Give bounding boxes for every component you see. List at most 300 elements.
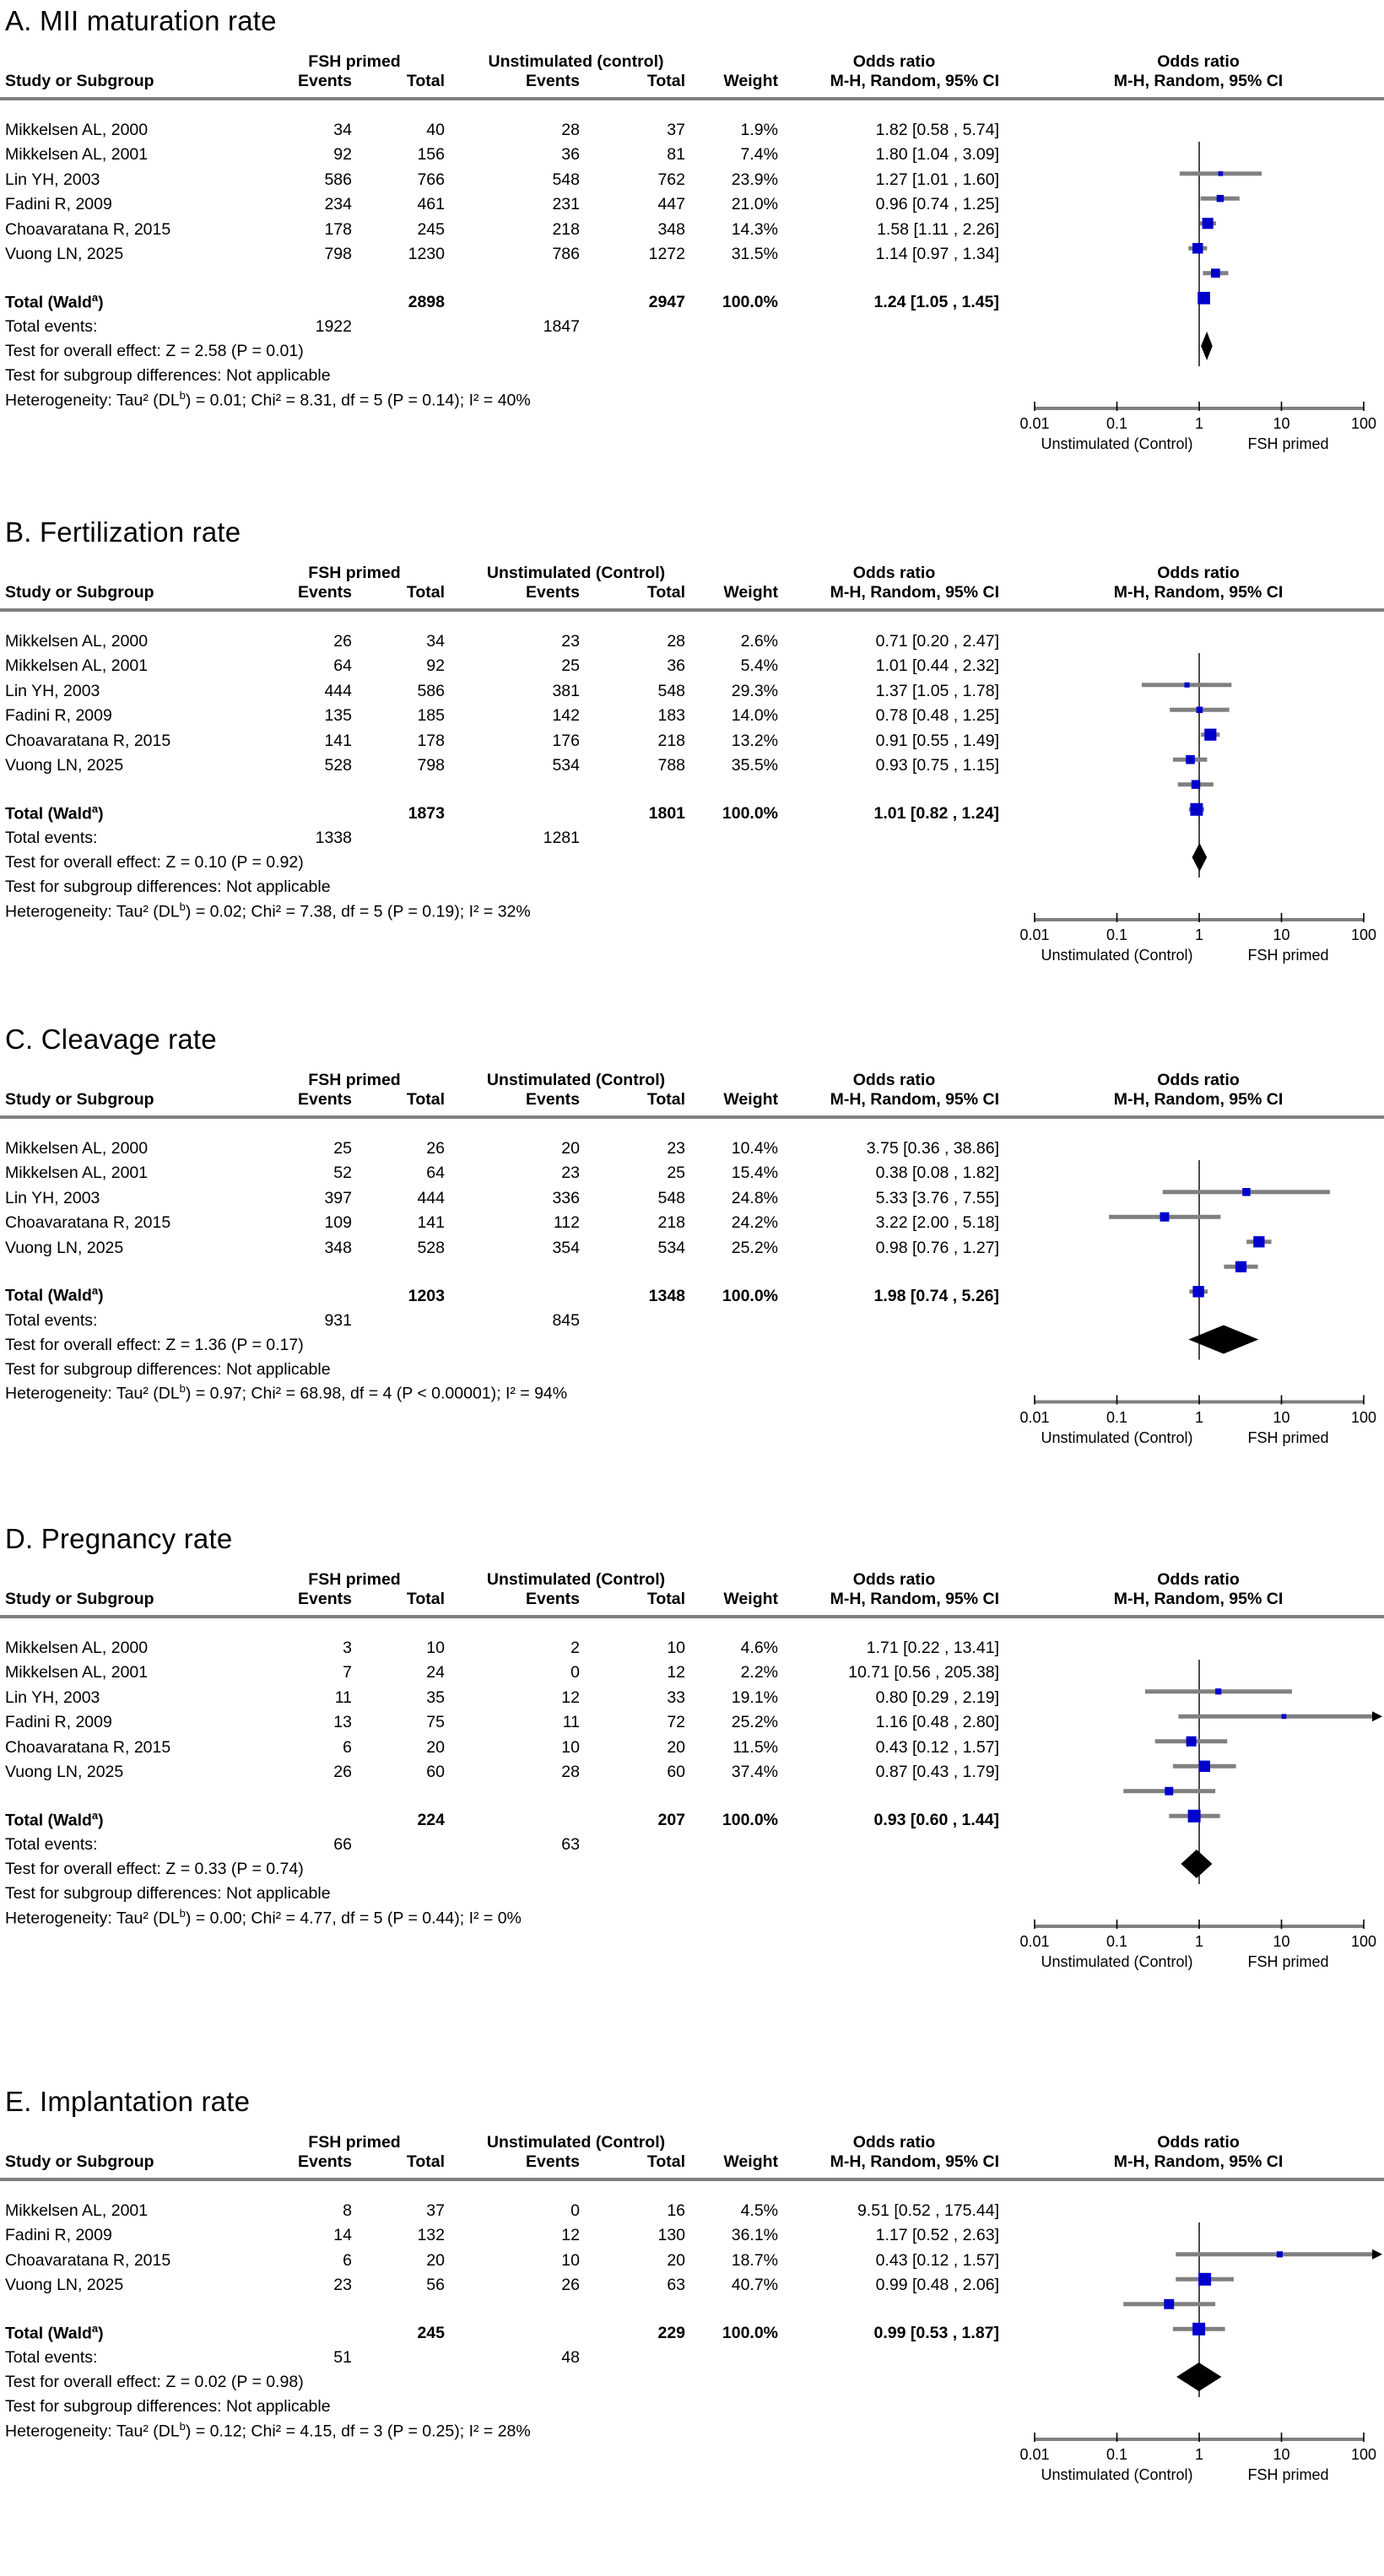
heterogeneity-pre: Heterogeneity: Tau² (DL: [5, 391, 180, 409]
table-row: [0, 751, 1384, 776]
col-ci: M-H, Random, 95% CI: [830, 72, 999, 90]
study-name: Vuong LN, 2025: [5, 756, 124, 775]
overall-effect-row: [0, 1855, 1384, 1879]
odds-ratio-ci: 0.93 [0.75 , 1.15]: [875, 756, 1000, 775]
heterogeneity-row: [0, 1380, 1384, 1404]
study-name: Mikkelsen AL, 2001: [5, 2201, 149, 2220]
treat-events: 3: [343, 1638, 352, 1657]
control-total: 28: [667, 631, 686, 651]
total-row: [0, 797, 1384, 824]
total-wald-close: ): [98, 1811, 104, 1829]
col-treat-total: Total: [406, 72, 445, 90]
total-events-treat: 931: [324, 1310, 352, 1330]
total-control-n: 207: [657, 1811, 686, 1829]
col-ci-plot: M-H, Random, 95% CI: [1113, 2152, 1284, 2171]
study-name: Mikkelsen AL, 2000: [5, 120, 149, 139]
odds-ratio-ci: 1.16 [0.48 , 2.80]: [875, 1713, 1000, 1731]
treat-events: 178: [324, 219, 352, 239]
table-group-header-row: [0, 1570, 1384, 1590]
weight: 11.5%: [733, 1737, 779, 1757]
heterogeneity-pre: Heterogeneity: Tau² (DL: [5, 902, 180, 921]
odds-ratio-ci: 3.22 [2.00 , 5.18]: [875, 1213, 1000, 1232]
subgroup-row: [0, 361, 1384, 386]
odds-ratio-ci: 1.01 [0.44 , 2.32]: [875, 656, 1000, 675]
total-wald-superscript: a: [91, 1808, 99, 1822]
col-treat-total: Total: [406, 583, 445, 602]
control-total: 447: [657, 195, 685, 213]
forest-cell: [1013, 1208, 1384, 1234]
odds-ratio-ci: 0.43 [0.12 , 1.57]: [875, 1737, 1000, 1757]
total-control-n: 2947: [648, 293, 685, 311]
col-ci-plot: M-H, Random, 95% CI: [1113, 72, 1284, 90]
treat-events: 6: [343, 1737, 352, 1757]
total-treat-n: 1873: [408, 804, 445, 823]
total-label: [0, 2317, 253, 2343]
weight: 2.6%: [740, 631, 779, 651]
weight: 7.4%: [740, 145, 778, 164]
col-treat-total: Total: [406, 2152, 445, 2171]
col-treat-events: Events: [298, 1090, 352, 1109]
group-header-control: Unstimulated (Control): [486, 2133, 666, 2152]
axis-tick: 0.01: [1019, 926, 1050, 943]
panel-title: E. Implantation rate: [5, 2086, 251, 2117]
control-total: 23: [667, 1138, 686, 1158]
group-header-odds-ratio-plot: Odds ratio: [1157, 564, 1240, 582]
weight: 25.2%: [731, 1713, 779, 1731]
odds-ratio-ci: 0.80 [0.29 , 2.19]: [875, 1688, 1000, 1707]
forest-cell: [1013, 1732, 1384, 1758]
control-events: 11: [562, 1713, 580, 1731]
total-events-row: [0, 312, 1384, 337]
study-name: Vuong LN, 2025: [5, 1763, 124, 1781]
control-total: 20: [667, 1737, 686, 1757]
heterogeneity-superscript: b: [179, 388, 186, 402]
table-row: [0, 676, 1384, 701]
forest-cell: [1013, 1183, 1384, 1208]
control-total: 20: [667, 2250, 686, 2270]
forest-cell: [1013, 701, 1384, 726]
col-ci: M-H, Random, 95% CI: [830, 2152, 1000, 2171]
subgroup-text: Test for subgroup differences: Not applicable: [5, 878, 331, 896]
forest-axis-labels: [1011, 2446, 1384, 2488]
heterogeneity-text: [0, 1904, 1013, 1928]
table-column-header-row: [0, 2152, 1384, 2172]
treat-total: 766: [417, 170, 445, 189]
heterogeneity-row: [0, 386, 1384, 410]
study-name: Mikkelsen AL, 2001: [5, 1663, 149, 1682]
col-control-total: Total: [646, 72, 685, 90]
axis-tick: 10: [1273, 2446, 1290, 2463]
forest-cell: [1013, 626, 1384, 651]
axis-label-right: FSH primed: [1247, 435, 1329, 452]
subgroup-text: Test for subgroup differences: Not applicable: [5, 1884, 331, 1903]
control-events: 0: [570, 1663, 580, 1682]
table-row: [0, 1183, 1384, 1208]
control-total: 36: [667, 656, 686, 675]
overall-effect-row: [0, 848, 1384, 872]
control-total: 548: [657, 681, 686, 700]
control-events: 231: [552, 195, 580, 213]
col-control-events: Events: [526, 2152, 580, 2171]
table-column-header-row: [0, 583, 1384, 602]
control-events: 36: [561, 145, 580, 164]
axis-tick-row: [1011, 1409, 1384, 1429]
table-row: [0, 1158, 1384, 1184]
total-control-n: 1801: [648, 804, 686, 823]
heterogeneity-pre: Heterogeneity: Tau² (DL: [5, 2422, 180, 2440]
control-events: 354: [552, 1238, 580, 1257]
table-group-header-row: [0, 2133, 1384, 2152]
col-study: Study or Subgroup: [5, 72, 154, 90]
header-rule: [0, 602, 1384, 612]
col-control-total: Total: [646, 2152, 686, 2171]
total-events-treat: 1338: [315, 829, 352, 847]
total-events-label: Total events:: [5, 317, 98, 336]
weight: 14.3%: [731, 219, 778, 239]
meta-analysis-table: [0, 1071, 1384, 1404]
heterogeneity-row: [0, 897, 1384, 921]
axis-tick: 100: [1350, 415, 1377, 432]
col-study: Study or Subgroup: [5, 1590, 154, 1608]
col-treat-events: Events: [298, 583, 352, 602]
forest-cell: [1013, 214, 1384, 240]
study-name: Lin YH, 2003: [5, 1188, 100, 1207]
col-control-total: Total: [646, 1590, 686, 1608]
col-treat-events: Events: [298, 1590, 352, 1608]
spacer: [0, 1258, 1384, 1280]
axis-label-right: FSH primed: [1247, 2466, 1329, 2483]
odds-ratio-ci: 1.37 [1.05 , 1.78]: [875, 681, 1000, 700]
control-events: 218: [552, 219, 580, 239]
axis-tick: 0.01: [1019, 1408, 1050, 1426]
control-total: 63: [667, 2276, 686, 2294]
forest-cell: [1013, 2195, 1384, 2221]
odds-ratio-ci: 10.71 [0.56 , 205.38]: [848, 1663, 1000, 1682]
panel-c: [0, 1023, 1384, 1446]
treat-events: 528: [324, 756, 352, 775]
col-control-total: Total: [646, 583, 686, 602]
study-name: Lin YH, 2003: [5, 681, 100, 700]
total-events-row: [0, 1306, 1384, 1331]
total-wald-close: ): [98, 1286, 104, 1305]
total-wald-superscript: a: [91, 290, 99, 304]
axis-group-labels: [1011, 1953, 1384, 1975]
treat-events: 135: [324, 706, 352, 725]
table-row: [0, 1208, 1384, 1234]
control-total: 218: [657, 1213, 686, 1232]
axis-tick: 10: [1273, 415, 1290, 432]
group-header-odds-ratio-plot: Odds ratio: [1157, 2133, 1240, 2152]
control-events: 534: [552, 756, 580, 775]
study-name: Vuong LN, 2025: [5, 245, 124, 263]
weight: 19.1%: [731, 1688, 779, 1707]
odds-ratio-ci: 9.51 [0.52 , 175.44]: [857, 2201, 1000, 2220]
subgroup-text: Test for subgroup differences: Not applicable: [5, 366, 331, 385]
group-header-odds-ratio-plot: Odds ratio: [1157, 1071, 1240, 1089]
col-control-events: Events: [526, 583, 580, 602]
forest-cell: [1013, 2245, 1384, 2271]
treat-total: 444: [417, 1188, 445, 1207]
col-ci: M-H, Random, 95% CI: [830, 583, 1000, 602]
control-events: 548: [552, 170, 580, 189]
table-column-header-row: [0, 1590, 1384, 1609]
col-treat-total: Total: [406, 1590, 445, 1608]
control-events: 142: [552, 706, 580, 725]
control-total: 12: [667, 1663, 686, 1682]
forest-cell: [1013, 240, 1384, 265]
table-row: [0, 651, 1384, 677]
study-name: Choavaratana R, 2015: [5, 2250, 171, 2270]
total-wald-superscript: a: [91, 1284, 99, 1297]
weight: 4.5%: [740, 2201, 779, 2220]
weight: 24.2%: [731, 1213, 779, 1232]
control-events: 12: [561, 1688, 580, 1707]
treat-events: 13: [333, 1713, 352, 1731]
overall-effect-text: Test for overall effect: Z = 0.02 (P = 0.98): [5, 2373, 304, 2391]
control-events: 0: [570, 2201, 580, 2220]
meta-analysis-table: [0, 2133, 1384, 2441]
forest-cell: [1013, 1133, 1384, 1158]
group-header-control: Unstimulated (Control): [486, 1570, 666, 1589]
study-name: Lin YH, 2003: [5, 170, 100, 189]
total-events-label: Total events:: [5, 1835, 98, 1854]
control-events: 336: [552, 1188, 580, 1207]
overall-effect-row: [0, 2368, 1384, 2392]
axis-tick: 10: [1273, 1408, 1290, 1426]
heterogeneity-superscript: b: [179, 1906, 186, 1920]
table-group-header-row: [0, 564, 1384, 583]
axis-group-labels: [1011, 947, 1384, 969]
control-total: 548: [657, 1188, 686, 1207]
table-row: [0, 115, 1384, 140]
table-group-header-row: [0, 1071, 1384, 1090]
total-treat-n: 224: [417, 1811, 445, 1829]
table-row: [0, 701, 1384, 726]
axis-tick: 1: [1194, 1408, 1204, 1426]
treat-events: 444: [324, 681, 352, 700]
treat-total: 92: [426, 656, 445, 675]
heterogeneity-row: [0, 2417, 1384, 2441]
table-row: [0, 214, 1384, 240]
axis-tick: 0.1: [1106, 415, 1128, 432]
forest-cell: [1013, 1158, 1384, 1184]
total-wald-close: ): [98, 804, 104, 823]
table-row: [0, 1633, 1384, 1658]
weight: 13.2%: [731, 731, 779, 750]
weight: 25.2%: [731, 1238, 779, 1257]
total-events-row: [0, 1830, 1384, 1855]
study-name: Fadini R, 2009: [5, 2226, 112, 2244]
total-events-row: [0, 824, 1384, 848]
subgroup-row: [0, 1879, 1384, 1904]
spacer: [0, 1618, 1384, 1633]
spacer: [0, 612, 1384, 626]
treat-total: 24: [426, 1663, 445, 1682]
total-row: [0, 1280, 1384, 1306]
total-weight: 100.0%: [722, 1286, 779, 1305]
control-events: 381: [552, 681, 580, 700]
control-total: 16: [667, 2201, 686, 2220]
col-control-total: Total: [646, 1090, 686, 1109]
total-treat-n: 245: [417, 2324, 445, 2342]
total-events-control: 845: [552, 1310, 580, 1330]
treat-events: 34: [333, 120, 352, 139]
group-header-odds-ratio: Odds ratio: [852, 1570, 936, 1589]
treat-events: 109: [324, 1213, 352, 1232]
total-control-n: 229: [657, 2324, 686, 2342]
table-row: [0, 140, 1384, 165]
odds-ratio-ci: 0.98 [0.76 , 1.27]: [875, 1238, 1000, 1257]
table-row: [0, 240, 1384, 265]
treat-total: 461: [417, 195, 445, 213]
forest-axis-labels: [1011, 1933, 1384, 1975]
axis-label-left: Unstimulated (Control): [1041, 2466, 1193, 2483]
group-header-control: Unstimulated (control): [488, 52, 664, 71]
total-events-treat: 1922: [315, 317, 352, 336]
study-name: Choavaratana R, 2015: [5, 1737, 171, 1757]
subgroup-row: [0, 1355, 1384, 1380]
control-events: 176: [552, 731, 580, 750]
control-total: 183: [657, 706, 686, 725]
table-row: [0, 726, 1384, 751]
treat-events: 26: [333, 1763, 352, 1781]
treat-total: 56: [426, 2276, 445, 2294]
weight: 37.4%: [731, 1763, 779, 1781]
total-ci: 1.01 [0.82 , 1.24]: [873, 804, 1000, 823]
control-total: 60: [667, 1763, 686, 1781]
subgroup-row: [0, 872, 1384, 897]
group-header-odds-ratio: Odds ratio: [852, 2133, 936, 2152]
table-row: [0, 1682, 1384, 1708]
col-weight: Weight: [723, 583, 779, 602]
total-events-control: 1847: [543, 317, 580, 336]
forest-cell: [1013, 1233, 1384, 1258]
panel-title: A. MII maturation rate: [5, 5, 277, 36]
forest-cell: [1013, 1682, 1384, 1708]
total-ci: 1.98 [0.74 , 5.26]: [873, 1286, 1000, 1305]
control-events: 2: [570, 1638, 580, 1657]
control-total: 81: [667, 145, 685, 164]
spacer: [0, 1782, 1384, 1804]
treat-events: 8: [343, 2201, 352, 2220]
treat-events: 586: [324, 170, 352, 189]
col-weight: Weight: [723, 2152, 779, 2171]
total-wald-text: Total (Wald: [5, 804, 92, 823]
heterogeneity-pre: Heterogeneity: Tau² (DL: [5, 1384, 180, 1403]
forest-cell: [1013, 676, 1384, 701]
treat-total: 20: [426, 1737, 445, 1757]
weight: 10.4%: [731, 1138, 779, 1158]
treat-total: 75: [426, 1713, 445, 1731]
control-events: 25: [561, 656, 580, 675]
overall-effect-row: [0, 1331, 1384, 1355]
treat-total: 20: [426, 2250, 445, 2270]
weight: 31.5%: [731, 245, 778, 263]
weight: 23.9%: [731, 170, 778, 189]
control-total: 10: [667, 1638, 686, 1657]
forest-cell: [1013, 115, 1384, 140]
heterogeneity-text: [0, 897, 1013, 921]
control-events: 10: [561, 1737, 580, 1757]
axis-tick: 0.01: [1019, 2446, 1050, 2463]
study-name: Vuong LN, 2025: [5, 2276, 124, 2294]
treat-total: 37: [426, 2201, 445, 2220]
table-group-header-row: [0, 52, 1384, 72]
axis-tick: 0.1: [1106, 1933, 1128, 1950]
panel-d: [0, 1523, 1384, 1970]
treat-events: 397: [324, 1188, 352, 1207]
total-ci: 1.24 [1.05 , 1.45]: [873, 293, 999, 311]
treat-total: 60: [426, 1763, 445, 1781]
treat-total: 34: [426, 631, 445, 651]
heterogeneity-post: ) = 0.02; Chi² = 7.38, df = 5 (P = 0.19); I² = 32%: [185, 902, 531, 921]
overall-effect-row: [0, 337, 1384, 361]
odds-ratio-ci: 0.71 [0.20 , 2.47]: [875, 631, 1000, 651]
treat-events: 11: [334, 1688, 352, 1707]
odds-ratio-ci: 1.71 [0.22 , 13.41]: [866, 1638, 1000, 1657]
treat-total: 1230: [408, 245, 445, 263]
axis-tick: 10: [1273, 926, 1290, 943]
axis-tick: 0.01: [1019, 415, 1050, 432]
heterogeneity-post: ) = 0.01; Chi² = 8.31, df = 5 (P = 0.14); I² = 40%: [185, 391, 531, 409]
axis-label-right: FSH primed: [1247, 1428, 1329, 1446]
treat-total: 132: [417, 2226, 445, 2244]
table-row: [0, 1133, 1384, 1158]
total-events-label: Total events:: [5, 2348, 98, 2367]
group-header-treatment: FSH primed: [308, 1071, 401, 1089]
total-wald-text: Total (Wald: [5, 293, 92, 311]
odds-ratio-ci: 3.75 [0.36 , 38.86]: [866, 1138, 1000, 1158]
axis-tick: 1: [1194, 1933, 1204, 1950]
table-row: [0, 1708, 1384, 1733]
study-name: Mikkelsen AL, 2001: [5, 1164, 149, 1182]
heterogeneity-post: ) = 0.97; Chi² = 68.98, df = 4 (P < 0.00001); I² = 94%: [185, 1384, 568, 1403]
odds-ratio-ci: 1.14 [0.97 , 1.34]: [875, 245, 999, 263]
forest-cell: [1013, 140, 1384, 165]
control-total: 1272: [648, 245, 685, 263]
total-wald-close: ): [98, 293, 104, 311]
odds-ratio-ci: 0.38 [0.08 , 1.82]: [875, 1164, 1000, 1182]
total-row: [0, 2317, 1384, 2343]
odds-ratio-ci: 1.27 [1.01 , 1.60]: [875, 170, 999, 189]
forest-cell: [1013, 726, 1384, 751]
study-name: Mikkelsen AL, 2000: [5, 1638, 149, 1657]
heterogeneity-superscript: b: [179, 1382, 186, 1395]
control-events: 23: [561, 1164, 580, 1182]
forest-cell: [1013, 651, 1384, 677]
forest-axis-labels: [1011, 415, 1384, 457]
control-total: 33: [667, 1688, 686, 1707]
axis-tick: 1: [1194, 415, 1204, 432]
subgroup-row: [0, 2392, 1384, 2417]
header-rule: [0, 1110, 1384, 1119]
forest-cell: [1013, 1708, 1384, 1733]
total-events-treat: 51: [333, 2348, 352, 2367]
treat-total: 245: [417, 219, 445, 239]
treat-total: 156: [417, 145, 445, 164]
weight: 5.4%: [740, 656, 779, 675]
meta-analysis-table: [0, 564, 1384, 921]
header-rule: [0, 2172, 1384, 2181]
axis-tick: 1: [1194, 926, 1204, 943]
treat-events: 348: [324, 1238, 352, 1257]
treat-total: 185: [417, 706, 445, 725]
spacer: [0, 2295, 1384, 2317]
weight: 18.7%: [731, 2250, 779, 2270]
axis-tick-row: [1011, 926, 1384, 947]
control-total: 788: [657, 756, 686, 775]
odds-ratio-ci: 0.43 [0.12 , 1.57]: [875, 2250, 1000, 2270]
